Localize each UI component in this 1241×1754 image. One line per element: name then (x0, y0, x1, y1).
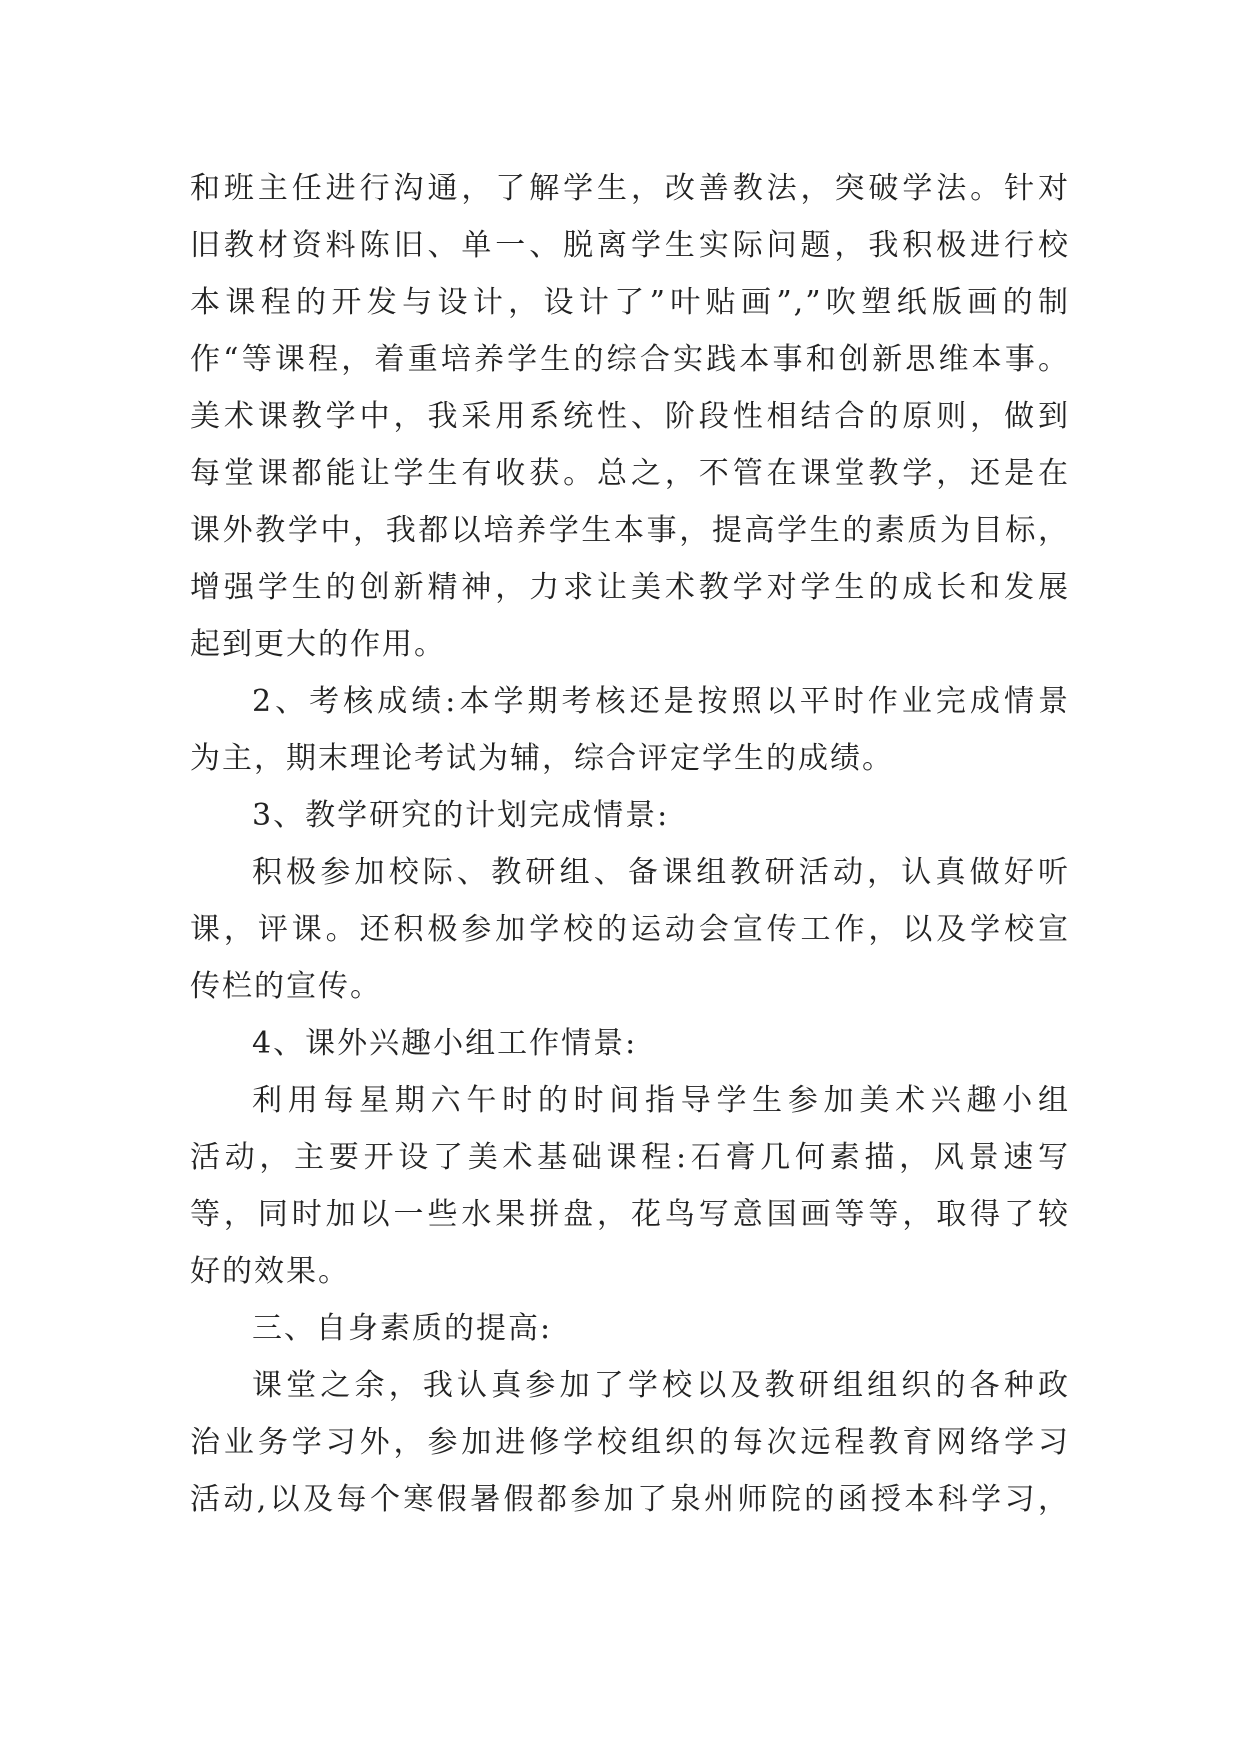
text-line: 活动,以及每个寒假暑假都参加了泉州师院的函授本科学习， (190, 1482, 1070, 1517)
text-line: 三、自身素质的提高: (252, 1311, 553, 1346)
text-line: 为主，期末理论考试为辅，综合评定学生的成绩。 (190, 741, 894, 776)
text-line: 课，评课。还积极参加学校的运动会宣传工作，以及学校宣 (190, 912, 1070, 947)
text-line: 利用每星期六午时的时间指导学生参加美术兴趣小组 (252, 1083, 1070, 1118)
text-line: 起到更大的作用。 (190, 627, 446, 662)
text-line: 旧教材资料陈旧、单一、脱离学生实际问题，我积极进行校 (190, 228, 1070, 263)
text-line: 好的效果。 (190, 1254, 350, 1289)
text-line: 传栏的宣传。 (190, 969, 382, 1004)
text-line: 每堂课都能让学生有收获。总之，不管在课堂教学，还是在 (190, 456, 1070, 491)
text-line: 3、教学研究的计划完成情景: (252, 798, 670, 833)
text-line: 2、考核成绩:本学期考核还是按照以平时作业完成情景 (252, 684, 1070, 719)
document-body (190, 160, 1070, 1528)
text-line: 美术课教学中，我采用系统性、阶段性相结合的原则，做到 (190, 399, 1070, 434)
text-line: 作“等课程，着重培养学生的综合实践本事和创新思维本事。 (190, 342, 1070, 377)
text-line: 等，同时加以一些水果拼盘，花鸟写意国画等等，取得了较 (190, 1197, 1070, 1232)
text-line: 课堂之余，我认真参加了学校以及教研组组织的各种政 (252, 1368, 1070, 1403)
text-line: 课外教学中，我都以培养学生本事，提高学生的素质为目标， (190, 513, 1070, 548)
text-line: 增强学生的创新精神，力求让美术教学对学生的成长和发展 (190, 570, 1070, 605)
text-line: 积极参加校际、教研组、备课组教研活动，认真做好听 (252, 855, 1070, 890)
text-line: 和班主任进行沟通，了解学生，改善教法，突破学法。针对 (190, 171, 1070, 206)
text-line: 4、课外兴趣小组工作情景: (252, 1026, 638, 1061)
text-line: 活动，主要开设了美术基础课程:石膏几何素描，风景速写 (190, 1140, 1070, 1175)
text-line: 本课程的开发与设计，设计了”叶贴画”,”吹塑纸版画的制 (190, 285, 1070, 320)
text-line: 治业务学习外，参加进修学校组织的每次远程教育网络学习 (190, 1425, 1070, 1460)
